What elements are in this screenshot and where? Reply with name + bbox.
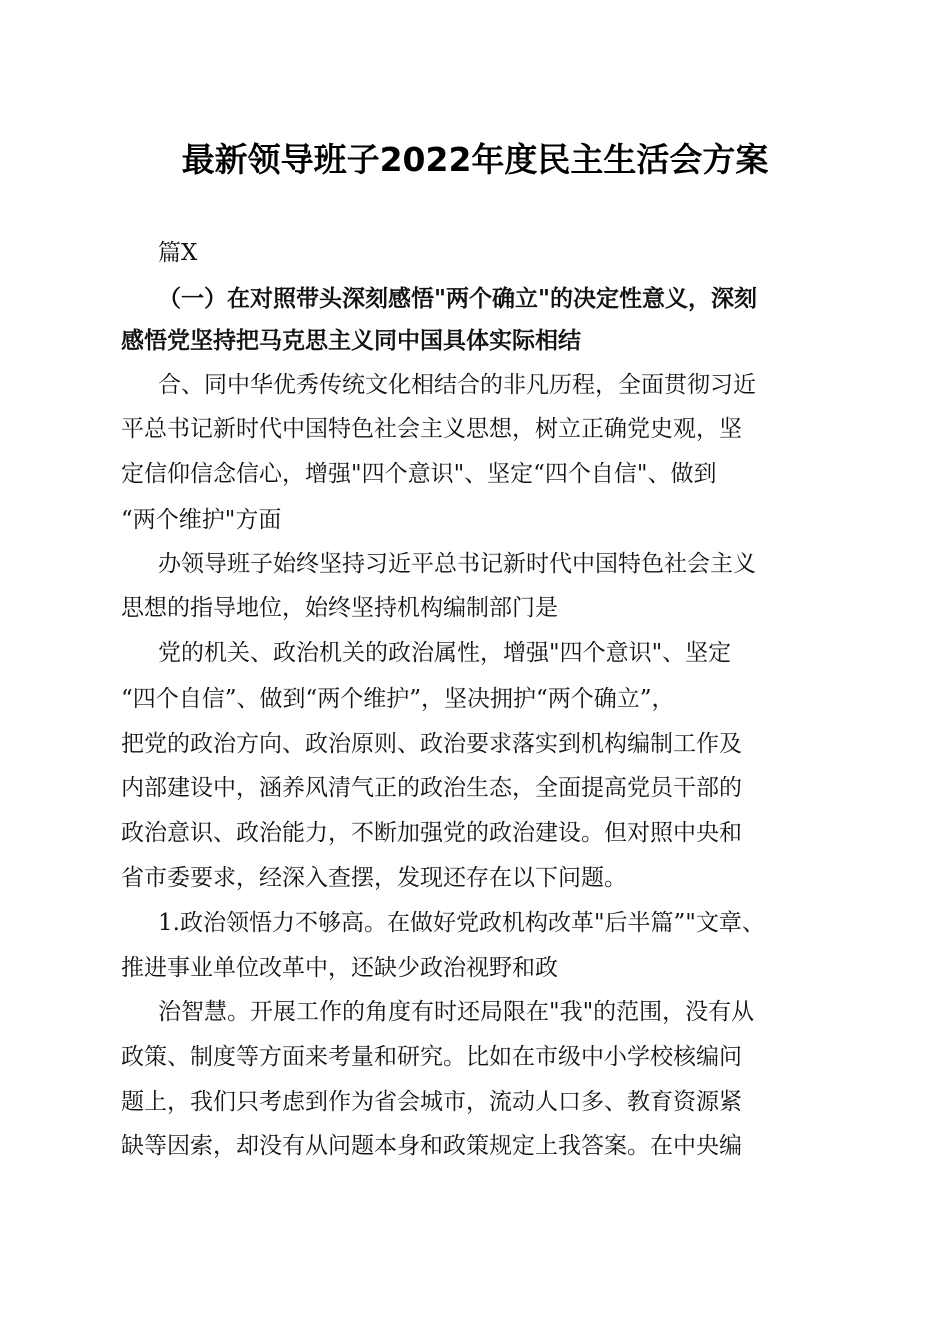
paragraph-line: 办领导班子始终坚持习近平总书记新时代中国特色社会主义 bbox=[158, 551, 756, 577]
paragraph-line: 推进事业单位改革中，还缺少政治视野和政 bbox=[121, 955, 558, 981]
paragraph-line: 思想的指导地位，始终坚持机构编制部门是 bbox=[121, 595, 558, 621]
paragraph-line: 治智慧。开展工作的角度有时还局限在"我"的范围，没有从 bbox=[158, 999, 755, 1025]
paragraph-line: 1.政治领悟力不够高。在做好党政机构改革"后半篇”"文章、 bbox=[158, 910, 765, 936]
paragraph-line: 政策、制度等方面来考量和研究。比如在市级中小学校核编问 bbox=[121, 1044, 742, 1070]
heading-line: 感悟党坚持把马克思主义同中国具体实际相结 bbox=[121, 327, 581, 354]
paragraph-line: 题上，我们只考虑到作为省会城市，流动人口多、教育资源紧 bbox=[121, 1089, 742, 1115]
paragraph-line: 省市委要求，经深入查摆，发现还存在以下问题。 bbox=[121, 865, 627, 891]
paragraph-line: 平总书记新时代中国特色社会主义思想，树立正确党史观，坚 bbox=[121, 416, 742, 442]
paragraph-line: 合、同中华优秀传统文化相结合的非凡历程，全面贯彻习近 bbox=[158, 372, 756, 398]
paragraph-line: 把党的政治方向、政治原则、政治要求落实到机构编制工作及 bbox=[121, 731, 742, 757]
paragraph-line: 内部建设中，涵养风清气正的政治生态，全面提高党员干部的 bbox=[121, 775, 742, 801]
paragraph-line: “四个自信”、做到“两个维护”，坚决拥护“两个确立”， bbox=[121, 686, 675, 712]
document-title: 最新领导班子2022年度民主生活会方案 bbox=[181, 140, 769, 179]
heading-line: （一）在对照带头深刻感悟"两个确立"的决定性意义，深刻 bbox=[158, 285, 757, 312]
paragraph-line: 党的机关、政治机关的政治属性，增强"四个意识"、坚定 bbox=[158, 640, 732, 666]
paragraph-line: 定信仰信念信心，增强"四个意识"、坚定“四个自信"、做到 bbox=[121, 461, 717, 487]
paragraph-line: “两个维护"方面 bbox=[121, 507, 282, 533]
paragraph-line: 政治意识、政治能力，不断加强党的政治建设。但对照中央和 bbox=[121, 820, 742, 846]
paragraph-line: 缺等因索，却没有从问题本身和政策规定上我答案。在中央编 bbox=[121, 1133, 742, 1159]
section-label: 篇X bbox=[158, 240, 198, 266]
